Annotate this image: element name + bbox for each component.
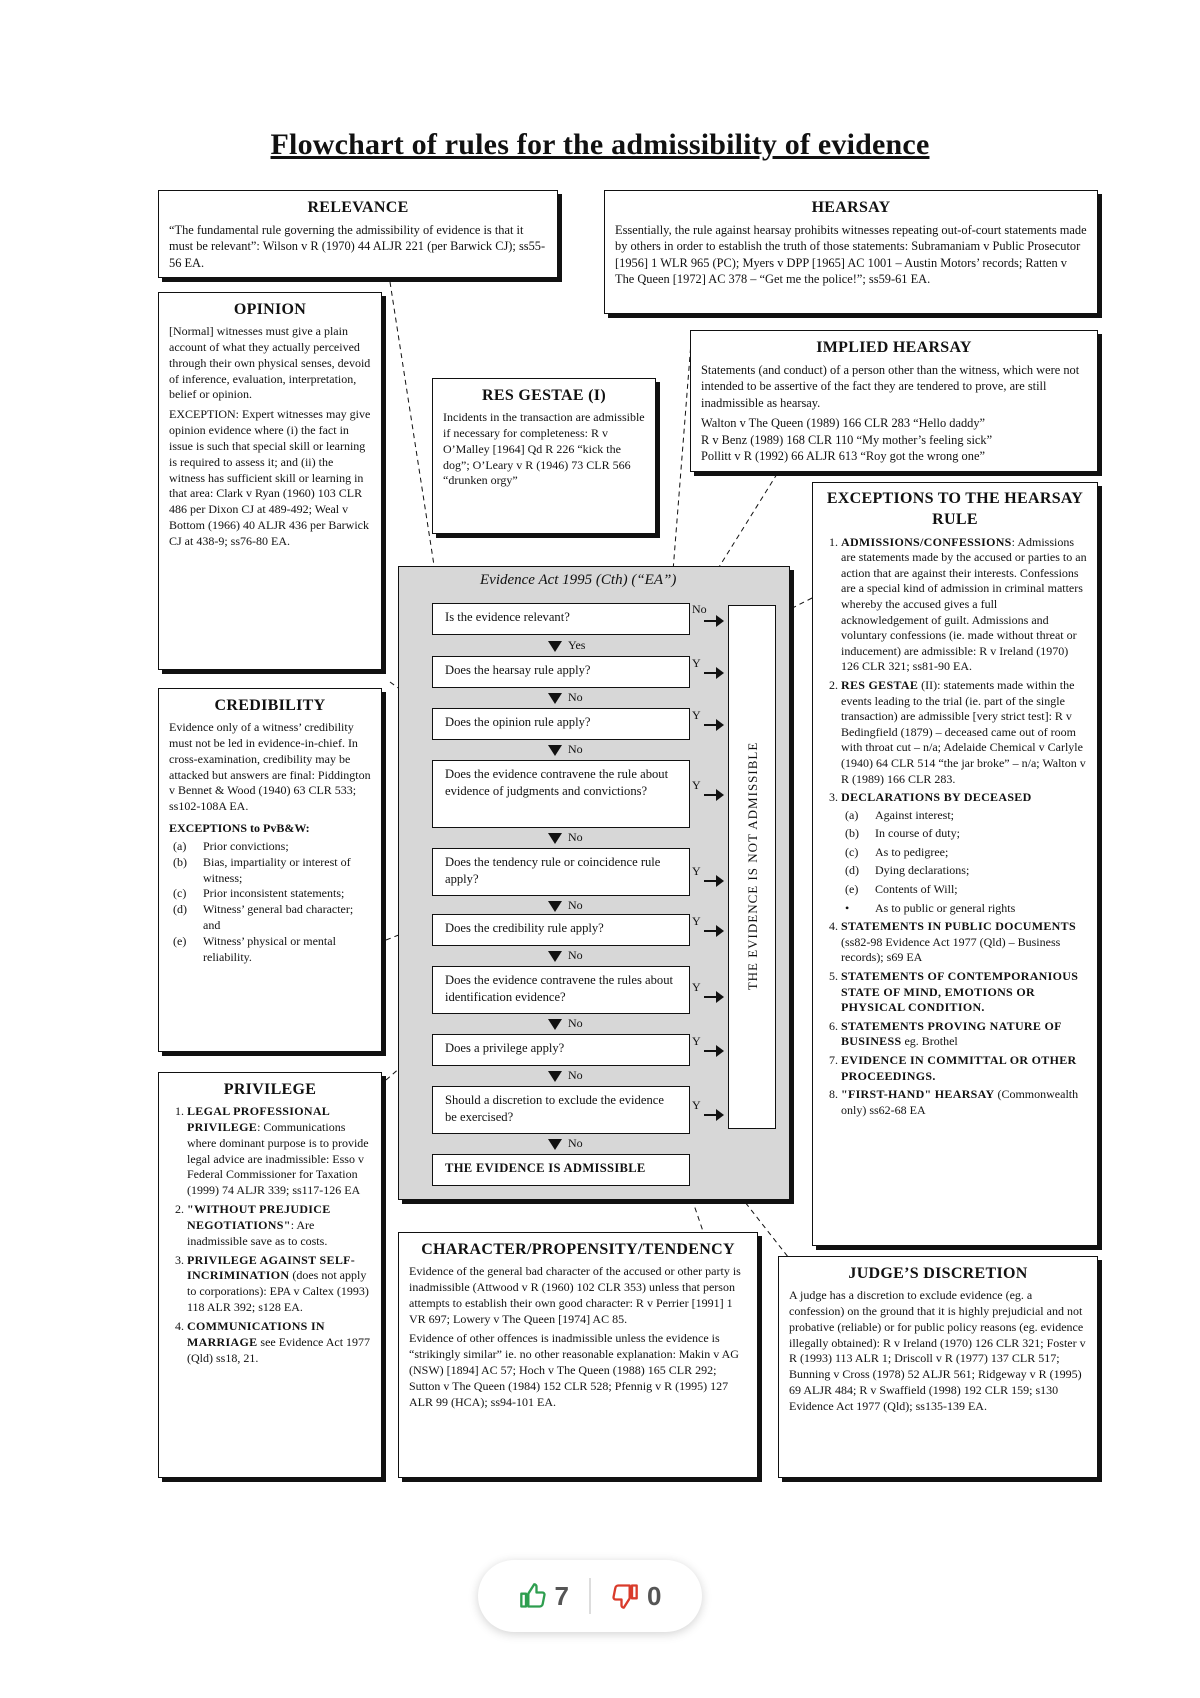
no-label-1: No [568, 690, 583, 704]
privilege-box [158, 1072, 382, 1478]
deceased-sub-item: • As to public or general rights [845, 900, 1016, 915]
exception-item-2: 2. RES GESTAE (II): statements made within the events leading to the trial (ie. part of the single transaction) are admissible [very strict test]: R v Bedingfield (1879) – deceased came out of room with throat cut – n/a; Adelaide Chemical v Carlyle (1940) 64 CLR 514 “the jar broke” – n/a; Walton v R (1989) 166 CLR 283. [841, 678, 1087, 787]
deceased-sub-item: (b) In course of duty; [845, 826, 960, 841]
yes-down-arrow [548, 638, 585, 653]
no-down-arrow-7 [548, 1068, 583, 1083]
no-label-6: No [568, 1016, 583, 1030]
y-label-hearsay: Y [692, 656, 701, 670]
credibility-box [158, 688, 382, 1052]
implied-case-1: Walton v The Queen (1989) 166 CLR 283 “Hello daddy” [701, 416, 986, 431]
arrow-right-discretion [704, 1114, 720, 1116]
no-down-arrow-3 [548, 830, 583, 845]
judge-discretion-body: A judge has a discretion to exclude evidence (eg. a confession) on the ground that it is highly prejudicial and not probative (reliable) or for public policy reasons (eg. evidence illegally obtained): R v Ireland (1970) 126 CLR 321; Foster v R (1993) 113 ALR 1; Driscoll v R (1977) 137 CLR 517; Bunning v Cross (1978) 52 ALJR 561; Ridgeway v R (1995) 69 ALJR 484; R v Swaffield (1998) 192 CLR 159; s130 Evidence Act 1977 (Qld); ss135-139 EA. [789, 1288, 1086, 1413]
evidence-act-title: Evidence Act 1995 (Cth) (“EA”) [480, 572, 677, 588]
exception-item-1: 1. ADMISSIONS/CONFESSIONS: Admissions are statements made by the accused or parties to an action that are against their interests. Confessions are a special kind of admission in criminal matters whereby the accused gives a full acknowledgement of guilt. Admissions and voluntary confessions (ie. made without threat or inducement) are admissible: R v Ireland (1970) 126 CLR 321; ss81-90 EA. [841, 535, 1087, 675]
opinion-heading: OPINION [233, 301, 307, 318]
question-credibility: Does the credibility rule apply? [432, 914, 690, 946]
question-discretion: Should a discretion to exclude the evidence be exercised? [432, 1086, 690, 1134]
res-gestae-box [432, 378, 656, 534]
no-down-arrow-6 [548, 1016, 583, 1031]
privilege-item-4: 4. COMMUNICATIONS IN MARRIAGE see Evidence Act 1977 (Qld) ss18, 21. [187, 1319, 371, 1366]
arrow-right-credibility [704, 930, 720, 932]
deceased-sub-item: (a) Against interest; [845, 807, 954, 822]
no-label-relevant: No [692, 602, 707, 616]
no-down-arrow-8 [548, 1136, 583, 1151]
question-identification: Does the evidence contravene the rules about identification evidence? [432, 966, 690, 1014]
no-label-3: No [568, 830, 583, 844]
deceased-sub-item: (d) Dying declarations; [845, 863, 970, 878]
y-label-identification: Y [692, 980, 701, 994]
credibility-exception-item: (a) Prior convictions; [173, 838, 289, 853]
credibility-heading: CREDIBILITY [214, 697, 326, 714]
arrow-right-relevant [704, 620, 720, 622]
privilege-item-3: 3. PRIVILEGE AGAINST SELF-INCRIMINATION (does not apply to corporations): EPA v Caltex (1993) 118 ALR 392; s128 EA. [187, 1253, 371, 1316]
no-label-7: No [568, 1068, 583, 1082]
exception-item-5: 5. STATEMENTS OF CONTEMPORANIOUS STATE OF MIND, EMOTIONS OR PHYSICAL CONDITION. [841, 969, 1087, 1016]
no-label-4: No [568, 898, 583, 912]
privilege-item-2: 2. "WITHOUT PREJUDICE NEGOTIATIONS": Are inadmissible save as to costs. [187, 1202, 371, 1249]
no-label-2: No [568, 742, 583, 756]
deceased-sub-item: (c) As to pedigree; [845, 844, 949, 859]
exceptions-box [812, 482, 1098, 1246]
credibility-exception-item: (d) Witness’ general bad character; and [173, 902, 354, 933]
character-heading: CHARACTER/PROPENSITY/TENDENCY [421, 1241, 735, 1258]
arrow-right-opinion [704, 724, 720, 726]
thumbs-down-icon [611, 1582, 639, 1610]
arrow-right-tendency [704, 880, 720, 882]
implied-hearsay-para: Statements (and conduct) of a person other than the witness, which were not intended to be assertive of the fact they are tendered to prove, are still inadmissible as hearsay. [701, 363, 1080, 410]
upvote-button[interactable] [499, 1581, 589, 1612]
question-opinion: Does the opinion rule apply? [432, 708, 690, 740]
y-label-tendency: Y [692, 864, 701, 878]
no-down-arrow-4 [548, 898, 583, 913]
exception-item-4: 4. STATEMENTS IN PUBLIC DOCUMENTS (ss82-98 Evidence Act 1977 (Qld) – Business records); s69 EA [841, 919, 1087, 966]
no-label-5: No [568, 948, 583, 962]
exceptions-list [823, 535, 1087, 1119]
thumbs-up-icon [519, 1582, 547, 1610]
y-label-opinion: Y [692, 708, 701, 722]
yes-label: Yes [568, 638, 586, 652]
opinion-para-2: EXCEPTION: Expert witnesses may give opinion evidence where (i) the fact in issue is such that special skill or learning is required to assess it; and (ii) the witness has sufficient skill or learning in that area: Clark v Ryan (1960) 103 CLR 486 per Dixon CJ at 489-492; Weal v Bottom (1966) 40 ALJR 436 per Barwick CJ at 438-9; ss76-80 EA. [169, 407, 371, 548]
y-label-credibility: Y [692, 914, 701, 928]
credibility-exception-item: (e) Witness’ physical or mental reliability. [173, 933, 336, 964]
character-para-1: Evidence of the general bad character of the accused or other party is inadmissible (Attwood v R (1960) 102 CLR 353) unless that person attempts to establish their own good character: R v Perrier [1991] 1 VR 697; Lowery v The Queen [1974] AC 85. [409, 1264, 741, 1326]
privilege-heading: PRIVILEGE [223, 1081, 317, 1098]
question-tendency: Does the tendency rule or coincidence rule apply? [432, 848, 690, 896]
deceased-sublist [841, 808, 1087, 917]
res-gestae-body: Incidents in the transaction are admissible if necessary for completeness: R v O’Malley [1964] Qd R 226 “kick the dog”; O’Leary v R (1946) 73 CLR 566 “drunken orgy” [443, 410, 645, 488]
exception-item-3: 3. DECLARATIONS BY DECEASED (a) Against interest; (b) In course of duty; (c) As to pedigree; (d) Dying declarations; (e) Contents of Will; • As to public or general rights [841, 790, 1087, 916]
y-label-privilege: Y [692, 1034, 701, 1048]
hearsay-heading: HEARSAY [811, 199, 891, 216]
exceptions-heading: EXCEPTIONS TO THE HEARSAY RULE [826, 490, 1084, 528]
question-hearsay: Does the hearsay rule apply? [432, 656, 690, 688]
opinion-para-1: [Normal] witnesses must give a plain account of what they actually perceived through their own physical senses, devoid of inference, evaluation, interpretation, belief or opinion. [169, 324, 371, 402]
relevance-body: “The fundamental rule governing the admissibility of evidence is that it must be relevant”: Wilson v R (1970) 44 ALJR 221 (per Barwick CJ); ss55-56 EA. [169, 223, 546, 270]
judge-discretion-box [778, 1256, 1098, 1478]
downvote-button[interactable] [591, 1581, 681, 1612]
y-label-discretion: Y [692, 1098, 701, 1112]
exception-item-6: 6. STATEMENTS PROVING NATURE OF BUSINESS eg. Brothel [841, 1019, 1087, 1050]
relevance-box [158, 190, 558, 278]
y-label-judgments: Y [692, 778, 701, 792]
character-para-2: Evidence of other offences is inadmissible unless the evidence is “strikingly similar” ie. no other reasonable explanation: Makin v AG (NSW) [1894] AC 57; Hoch v The Queen (1988) 165 CLR 292; Sutton v The Queen (1984) 152 CLR 528; Pfennig v R (1995) 127 ALR 99 (HCA); ss94-101 EA. [409, 1331, 739, 1409]
arrow-right-identification [704, 996, 720, 998]
evidence-admissible-box: THE EVIDENCE IS ADMISSIBLE [432, 1154, 690, 1186]
privilege-list [169, 1104, 371, 1366]
question-privilege: Does a privilege apply? [432, 1034, 690, 1066]
downvote-count: 0 [647, 1580, 662, 1611]
arrow-right-hearsay [704, 672, 720, 674]
opinion-box [158, 292, 382, 670]
credibility-exception-item: (c) Prior inconsistent statements; [173, 886, 345, 901]
implied-case-3: Pollitt v R (1992) 66 ALJR 613 “Roy got the wrong one” [701, 448, 985, 463]
privilege-item-1: 1. LEGAL PROFESSIONAL PRIVILEGE: Communications where dominant purpose is to provide legal advice are inadmissible: Esso v Federal Commissioner for Taxation (1999) 74 ALJR 339; ss117-126 EA [187, 1104, 371, 1199]
page-title: Flowchart of rules for the admissibility of evidence [270, 128, 930, 161]
vote-bar [478, 1560, 702, 1632]
implied-hearsay-box [690, 330, 1098, 472]
exception-item-7: 7. EVIDENCE IN COMMITTAL OR OTHER PROCEEDINGS. [841, 1053, 1087, 1084]
hearsay-body: Essentially, the rule against hearsay prohibits witnesses repeating out-of-court statements made by others in order to establish the truth of those statements: Subramaniam v Public Prosecutor [1956] 1 WLR 965 (PC); Myers v DPP [1965] AC 1001 – Austin Motors’ records; Ratten v The Queen [1972] AC 378 – “Get me the police!”; ss59-61 EA. [615, 223, 1087, 287]
upvote-count: 7 [554, 1580, 569, 1611]
question-relevant: Is the evidence relevant? [432, 603, 690, 635]
no-label-8: No [568, 1136, 583, 1150]
implied-case-2: R v Benz (1989) 168 CLR 110 “My mother’s feeling sick” [701, 432, 993, 447]
deceased-sub-item: (e) Contents of Will; [845, 882, 958, 897]
res-gestae-heading: RES GESTAE (I) [482, 387, 606, 404]
no-down-arrow-2 [548, 742, 583, 757]
credibility-body: Evidence only of a witness’ credibility must not be led in evidence-in-chief. In cross-examination, credibility may be attacked but answers are final: Piddington v Bennet & Wood (1940) 63 CLR 533; ss102-108A EA. [169, 720, 371, 814]
arrow-right-privilege [704, 1050, 720, 1052]
implied-hearsay-heading: IMPLIED HEARSAY [816, 339, 972, 356]
character-box [398, 1232, 758, 1478]
credibility-exceptions-heading: EXCEPTIONS to PvB&W: [169, 821, 310, 836]
relevance-heading: RELEVANCE [307, 199, 409, 216]
arrow-right-judgments [704, 794, 720, 796]
exception-item-8: 8. "FIRST-HAND" HEARSAY (Commonwealth only) ss62-68 EA [841, 1087, 1087, 1118]
no-down-arrow-1 [548, 690, 583, 705]
credibility-exception-item: (b) Bias, impartiality or interest of witness; [173, 854, 351, 885]
question-judgments: Does the evidence contravene the rule about evidence of judgments and convictions? [432, 760, 690, 828]
credibility-exceptions-list [169, 839, 371, 966]
judge-discretion-heading: JUDGE’S DISCRETION [848, 1265, 1028, 1282]
hearsay-box [604, 190, 1098, 314]
not-admissible-label: THE EVIDENCE IS NOT ADMISSIBLE [745, 741, 760, 991]
no-down-arrow-5 [548, 948, 583, 963]
